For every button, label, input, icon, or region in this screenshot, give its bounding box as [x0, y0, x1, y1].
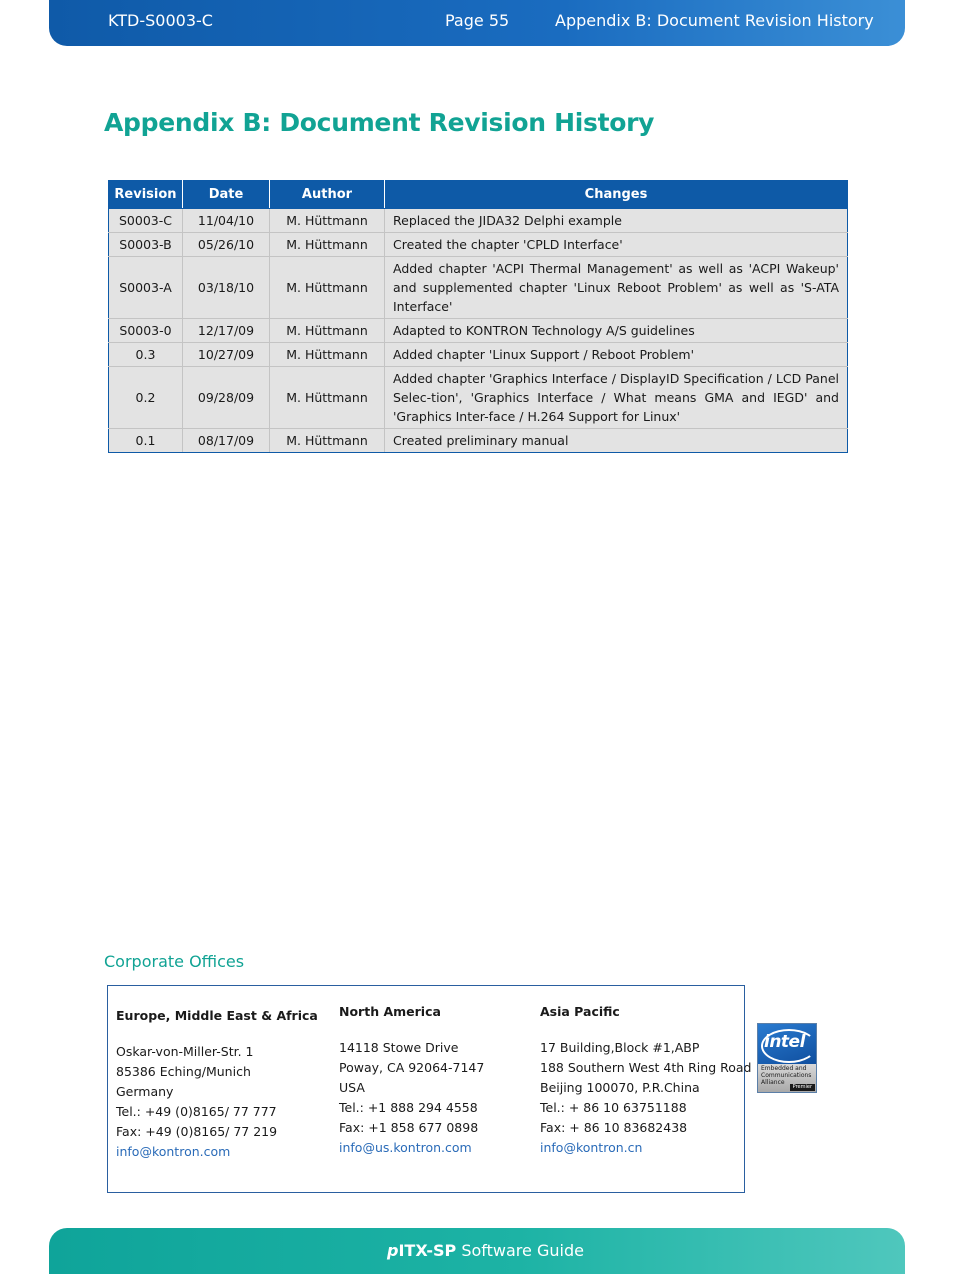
footer-product-prefix: p [387, 1241, 399, 1260]
cell-revision: S0003-B [109, 233, 183, 257]
footer-suffix: Software Guide [456, 1241, 584, 1260]
office-ap-name: Asia Pacific [540, 1004, 620, 1019]
cell-date: 03/18/10 [183, 257, 270, 319]
cell-changes: Created preliminary manual [385, 429, 848, 453]
office-asia-pacific [540, 1002, 751, 1158]
column-header-changes: Changes [385, 181, 848, 209]
cell-date: 10/27/09 [183, 343, 270, 367]
intel-badge-level: Premier [790, 1084, 815, 1091]
revision-history-table [108, 180, 848, 453]
office-emea-phone: Tel.: +49 (0)8165/ 77 777 [116, 1104, 277, 1119]
intel-badge-tagline: Embedded and Communications Alliance [761, 1065, 812, 1086]
office-emea-city: 85386 Eching/Munich [116, 1064, 251, 1079]
cell-date: 08/17/09 [183, 429, 270, 453]
header-page-number: Page 55 [445, 11, 510, 30]
office-ap-street: 17 Building,Block #1,ABP [540, 1040, 700, 1055]
office-emea-email-link[interactable]: info@kontron.com [116, 1144, 231, 1159]
cell-changes: Added chapter 'ACPI Thermal Management' as well as 'ACPI Wakeup' and supplemented chapter 'Linux Reboot Problem' as well as 'S-ATA Interface' [385, 257, 848, 319]
cell-changes: Added chapter 'Graphics Interface / DisplayID Specification / LCD Panel Selec-tion', 'Graphics Interface / What means GMA and IEGD' and 'Graphics Inter-face / H.264 Support for Linux' [385, 367, 848, 429]
corporate-offices-title: Corporate Offices [104, 952, 245, 971]
table-row [109, 209, 848, 233]
footer-product-model: ITX-SP [398, 1241, 457, 1260]
cell-changes: Replaced the JIDA32 Delphi example [385, 209, 848, 233]
page-footer [49, 1228, 905, 1274]
corporate-offices-box [107, 985, 752, 1193]
column-header-revision: Revision [109, 181, 183, 209]
office-ap-phone: Tel.: + 86 10 63751188 [540, 1100, 687, 1115]
office-na-city: Poway, CA 92064-7147 [339, 1060, 485, 1075]
office-na-name: North America [339, 1004, 441, 1019]
cell-author: M. Hüttmann [270, 343, 385, 367]
office-ap-fax: Fax: + 86 10 83682438 [540, 1120, 688, 1135]
office-emea-fax: Fax: +49 (0)8165/ 77 219 [116, 1124, 278, 1139]
office-na-phone: Tel.: +1 888 294 4558 [339, 1100, 478, 1115]
office-ap-road: 188 Southern West 4th Ring Road [540, 1060, 752, 1075]
cell-revision: 0.1 [109, 429, 183, 453]
cell-revision: 0.2 [109, 367, 183, 429]
table-row [109, 429, 848, 453]
office-emea-country: Germany [116, 1084, 174, 1099]
office-emea-name: Europe, Middle East & Africa [116, 1008, 318, 1023]
cell-revision: 0.3 [109, 343, 183, 367]
intel-logo-word: intel [764, 1032, 805, 1052]
office-na-street: 14118 Stowe Drive [339, 1040, 459, 1055]
column-header-author: Author [270, 181, 385, 209]
intel-alliance-logo [757, 1023, 817, 1093]
cell-date: 12/17/09 [183, 319, 270, 343]
cell-changes: Added chapter 'Linux Support / Reboot Problem' [385, 343, 848, 367]
table-row [109, 257, 848, 319]
footer-product-name [387, 1241, 456, 1260]
cell-changes: Adapted to KONTRON Technology A/S guidelines [385, 319, 848, 343]
column-header-date: Date [183, 181, 270, 209]
cell-changes: Created the chapter 'CPLD Interface' [385, 233, 848, 257]
header-doc-id: KTD-S0003-C [108, 11, 213, 30]
table-header-row [109, 181, 848, 209]
office-emea-street: Oskar-von-Miller-Str. 1 [116, 1044, 254, 1059]
cell-revision: S0003-A [109, 257, 183, 319]
cell-date: 05/26/10 [183, 233, 270, 257]
cell-author: M. Hüttmann [270, 319, 385, 343]
table-row [109, 367, 848, 429]
cell-author: M. Hüttmann [270, 209, 385, 233]
cell-author: M. Hüttmann [270, 429, 385, 453]
header-section-title: Appendix B: Document Revision History [555, 11, 874, 30]
cell-author: M. Hüttmann [270, 367, 385, 429]
cell-revision: S0003-0 [109, 319, 183, 343]
office-na-fax: Fax: +1 858 677 0898 [339, 1120, 479, 1135]
footer-title [387, 1241, 584, 1260]
page-header [49, 0, 905, 46]
table-row [109, 319, 848, 343]
office-na-country: USA [339, 1080, 365, 1095]
cell-date: 11/04/10 [183, 209, 270, 233]
cell-revision: S0003-C [109, 209, 183, 233]
page-title: Appendix B: Document Revision History [104, 108, 655, 137]
office-ap-city: Beijing 100070, P.R.China [540, 1080, 700, 1095]
office-ap-email-link[interactable]: info@kontron.cn [540, 1140, 643, 1155]
office-north-america [339, 1002, 484, 1158]
table-row [109, 343, 848, 367]
table-row [109, 233, 848, 257]
office-na-email-link[interactable]: info@us.kontron.com [339, 1140, 472, 1155]
office-emea [116, 1006, 318, 1162]
cell-author: M. Hüttmann [270, 233, 385, 257]
cell-author: M. Hüttmann [270, 257, 385, 319]
cell-date: 09/28/09 [183, 367, 270, 429]
